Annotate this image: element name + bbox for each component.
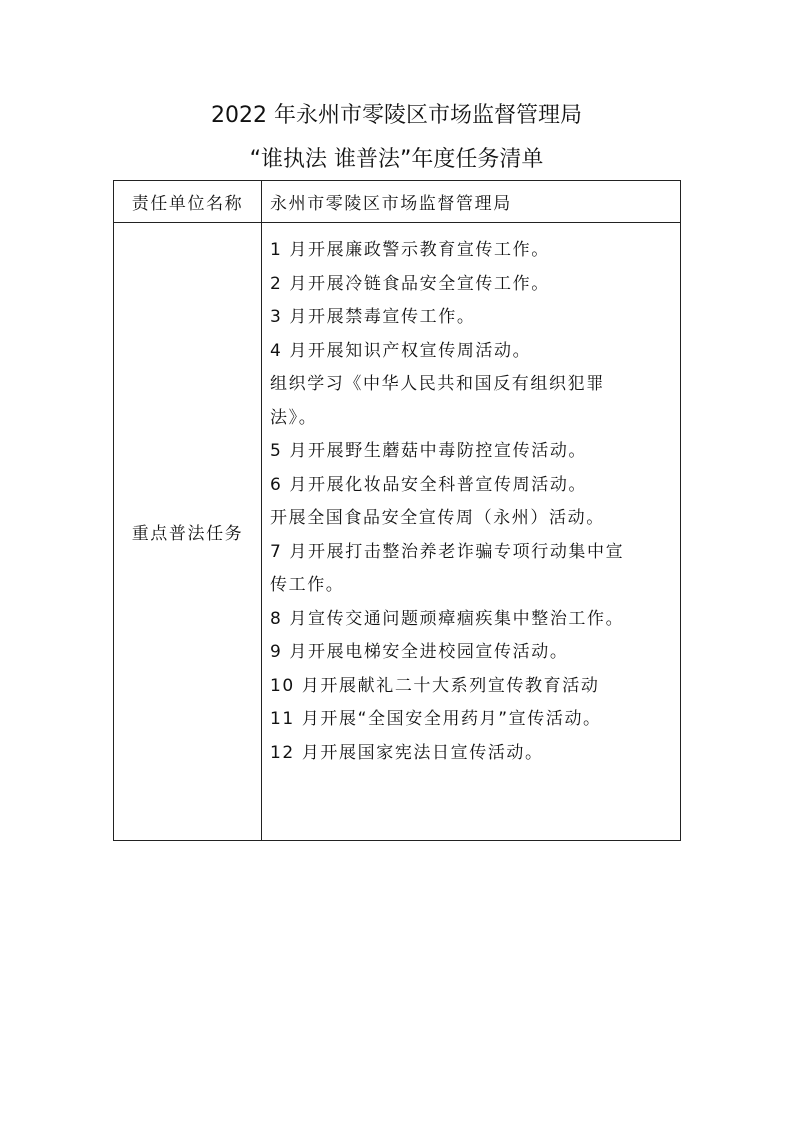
task-line: 7 月开展打击整治养老诈骗专项行动集中宣 — [270, 541, 625, 562]
responsible-unit-label: 责任单位名称 — [114, 181, 262, 223]
task-line: 开展全国食品安全宣传周（永州）活动。 — [270, 508, 605, 528]
task-line: 法》。 — [270, 407, 318, 428]
task-line: 12 月开展国家宪法日宣传活动。 — [270, 742, 544, 763]
task-line: 传工作。 — [270, 575, 345, 595]
task-line: 10 月开展献礼二十大系列宣传教育活动 — [270, 675, 600, 696]
task-line: 2 月开展冷链食品安全宣传工作。 — [270, 273, 550, 294]
task-line: 9 月开展电梯安全进校园宣传活动。 — [270, 642, 569, 662]
task-line: 5 月开展野生蘑菇中毒防控宣传活动。 — [270, 441, 588, 461]
responsible-unit-row — [114, 181, 681, 223]
task-line: 4 月开展知识产权宣传周活动。 — [270, 340, 532, 361]
task-line: 组织学习《中华人民共和国反有组织犯罪 — [270, 374, 605, 394]
key-tasks-label: 重点普法任务 — [114, 223, 262, 841]
task-line: 1 月开展廉政警示教育宣传工作。 — [270, 240, 550, 260]
task-line: 6 月开展化妆品安全科普宣传周活动。 — [270, 474, 588, 495]
task-line: 3 月开展禁毒宣传工作。 — [270, 307, 476, 327]
key-tasks-row — [114, 223, 681, 841]
task-line: 8 月宣传交通问题顽瘴痼疾集中整治工作。 — [270, 608, 625, 629]
key-tasks-list — [262, 223, 681, 841]
document-title-line2: “谁执法 谁普法”年度任务清单 — [249, 147, 544, 172]
responsible-unit-value: 永州市零陵区市场监督管理局 — [262, 181, 681, 223]
task-line: 11 月开展“全国安全用药月”宣传活动。 — [270, 709, 602, 729]
task-list-table — [113, 180, 681, 841]
document-title-line1: 2022 年永州市零陵区市场监督管理局 — [211, 103, 582, 128]
